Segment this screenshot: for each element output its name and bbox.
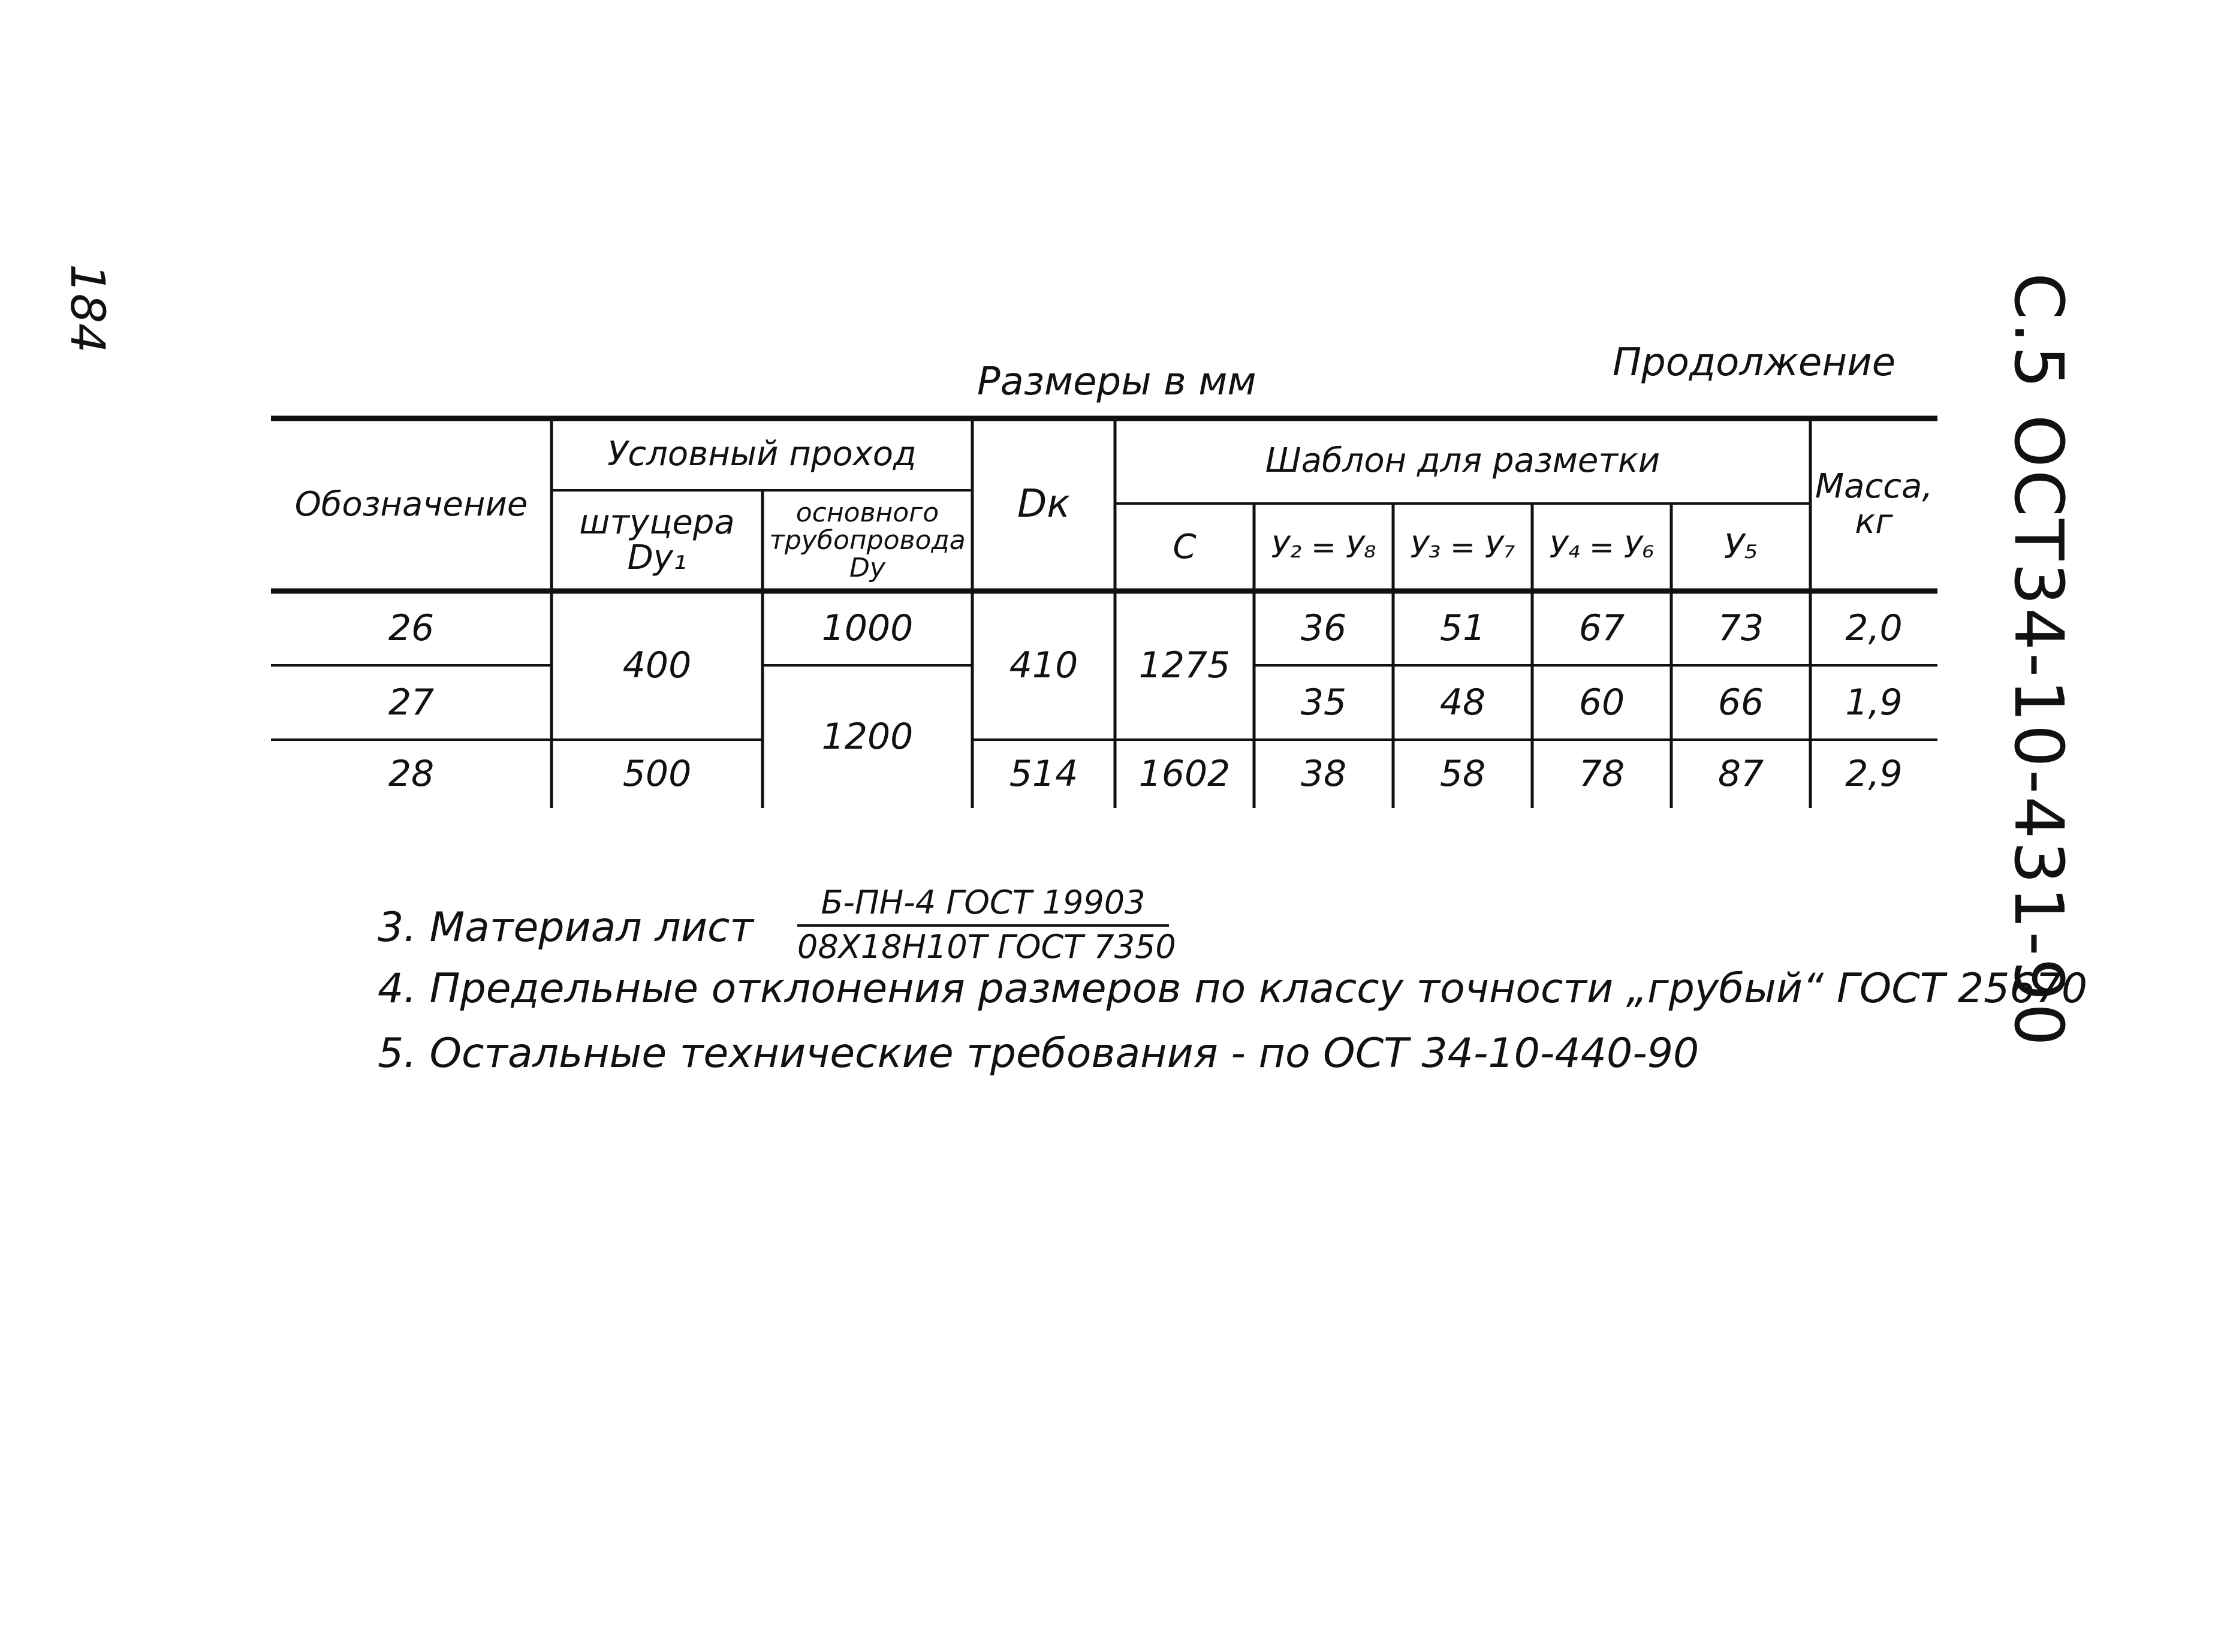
cell-y5-27: 66	[1717, 681, 1764, 723]
cell-mass-28: 2,9	[1845, 752, 1903, 795]
specs-table	[271, 412, 1937, 808]
header-mass: Масса, кг	[1815, 467, 1933, 541]
header-main-pipe-sym: Dy	[849, 553, 885, 584]
header-y3-y7: У₃ = У₇	[1410, 529, 1515, 565]
cell-y2y8-26: 36	[1300, 607, 1347, 649]
cell-dy1-26-27: 400	[622, 644, 692, 686]
cell-y2y8-28: 38	[1300, 752, 1347, 795]
header-c: С	[1173, 527, 1197, 566]
note-3-fraction-line	[797, 924, 1169, 927]
header-y5: У₅	[1723, 527, 1758, 566]
note-5: 5. Остальные технические требования - по ОСТ 34-10-440-90	[378, 1030, 1699, 1077]
header-nominal-bore: Условный проход	[607, 434, 917, 474]
dimensions-caption: Размеры в мм	[977, 360, 1256, 404]
cell-mass-26: 2,0	[1845, 607, 1903, 649]
cell-mass-27: 1,9	[1845, 681, 1903, 723]
note-3-material-bottom: 08Х18Н10Т ГОСТ 7350	[797, 928, 1176, 966]
header-template: Шаблон для разметки	[1265, 441, 1661, 480]
document-code: С.5 ОСТ34-10-431-90	[1999, 273, 2077, 1048]
cell-y4y6-27: 60	[1578, 681, 1625, 723]
header-fitting-word: штуцера	[579, 503, 735, 542]
note-4: 4. Предельные отклонения размеров по классу точности „грубый“ ГОСТ 25670	[378, 965, 2088, 1012]
cell-dy-26: 1000	[821, 607, 914, 649]
cell-designation-26: 26	[388, 607, 435, 649]
note-3-prefix: 3. Материал лист	[378, 904, 754, 951]
cell-dk-28: 514	[1009, 752, 1078, 795]
cell-y3y7-26: 51	[1439, 607, 1486, 649]
cell-dk-26-27: 410	[1009, 644, 1078, 686]
cell-y3y7-27: 48	[1439, 681, 1486, 723]
continuation-label: Продолжение	[1613, 340, 1896, 385]
cell-y5-28: 87	[1717, 752, 1764, 795]
cell-c-26-27: 1275	[1138, 644, 1231, 686]
cell-y2y8-27: 35	[1300, 681, 1347, 723]
cell-dy1-28: 500	[622, 752, 692, 795]
header-designation: Обозначение	[294, 484, 528, 524]
header-main-pipe-word: основного трубопровода	[769, 497, 966, 556]
cell-dy-27-28: 1200	[821, 715, 914, 758]
header-y2-y8: У₂ = У₈	[1271, 529, 1376, 565]
header-fitting-sym: Dy₁	[627, 538, 687, 577]
header-y4-y6: У₄ = У₆	[1549, 529, 1655, 565]
header-fitting-dy1	[552, 490, 763, 591]
cell-y3y7-28: 58	[1439, 752, 1486, 795]
cell-designation-27: 27	[388, 681, 435, 723]
page-number: 184	[60, 264, 114, 353]
cell-y5-26: 73	[1717, 607, 1764, 649]
note-3-material-top: Б-ПН-4 ГОСТ 19903	[821, 884, 1146, 921]
header-main-pipe	[763, 490, 972, 591]
cell-y4y6-26: 67	[1578, 607, 1625, 649]
cell-y4y6-28: 78	[1578, 752, 1625, 795]
cell-c-28: 1602	[1138, 752, 1231, 795]
header-dk: Dк	[1017, 482, 1070, 527]
cell-designation-28: 28	[388, 752, 435, 795]
